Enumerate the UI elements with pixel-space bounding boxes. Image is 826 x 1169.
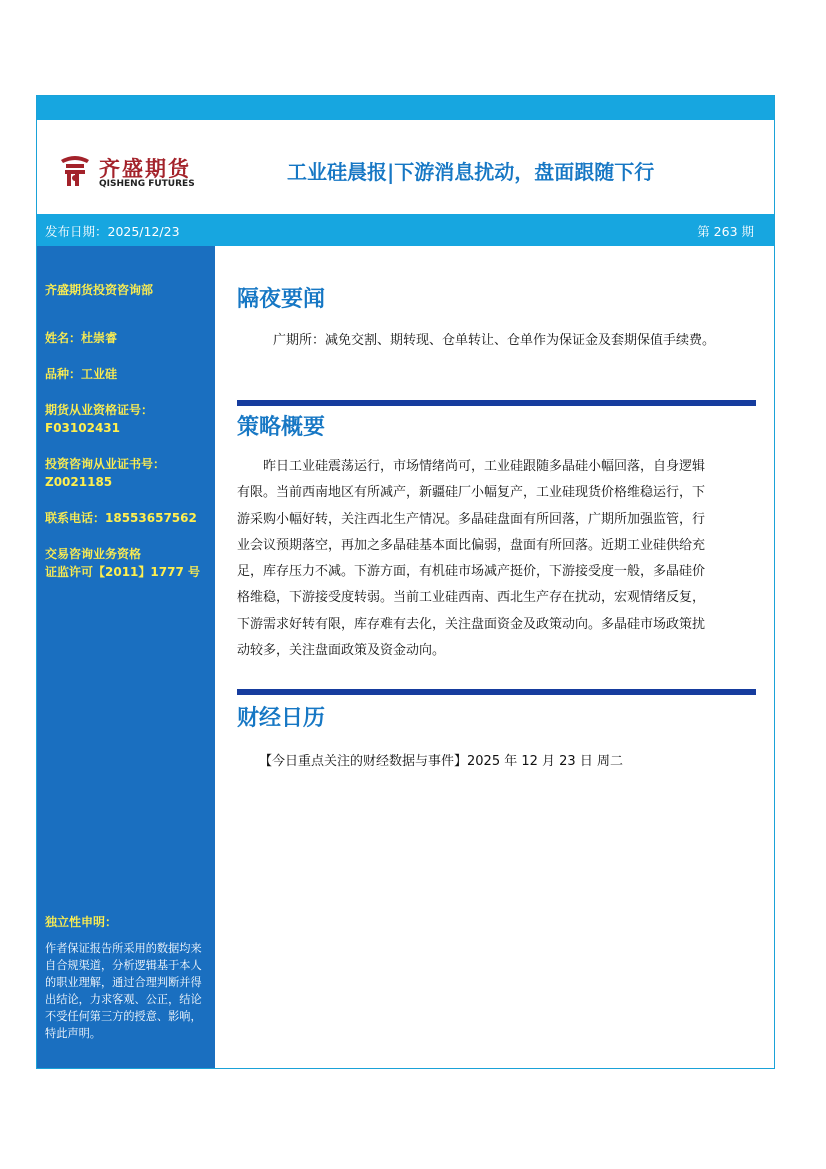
overnight-news-text: 广期所：减免交割、期转现、仓单转让、仓单作为保证金及套期保值手续费。 [273, 333, 716, 348]
calendar-text: 【今日重点关注的财经数据与事件】2025 年 12 月 23 日 周二 [259, 754, 623, 769]
disclaimer-text: 作者保证报告所采用的数据均来自合规渠道，分析逻辑基于本人的职业理解，通过合理判断并得出结论，力求客观、公正，结论不受任何第三方的授意、影响，特此声明。 [45, 942, 202, 1040]
futures-cert-value: F03102431 [45, 421, 120, 435]
logo-chinese-name: 齐盛期货 [99, 157, 191, 181]
strategy-text: 昨日工业硅震荡运行，市场情绪尚可，工业硅跟随多晶硅小幅回落，自身逻辑有限。当前西南地区有所减产，新疆硅厂小幅复产，工业硅现货价格维稳运行，下游采购小幅好转，关注西北生产情况。多晶硅盘面有所回落，广期所加强监管，行业会议预期落空，再加之多晶硅基本面比偏弱，盘面有所回落。近期工业硅供给充足，库存压力不减。下游方面，有机硅市场减产挺价，下游接受度一般，多晶硅价格维稳，下游接受度转弱。当前工业硅西南、西北生产存在扰动，宏观情绪反复，下游需求好转有限，库存难有去化，关注盘面资金及政策动向。多晶硅市场政策扰动较多，关注盘面政策及资金动向。 [237, 459, 706, 659]
calendar-title: 财经日历 [237, 706, 326, 731]
report-header [37, 120, 774, 214]
strategy-title: 策略概要 [237, 415, 326, 440]
consult-cert-label: 投资咨询从业证书号： [45, 457, 166, 471]
author-sidebar [37, 246, 215, 1068]
logo-english-name: QISHENG FUTURES [99, 179, 195, 189]
issue-number: 第 263 期 [697, 224, 754, 239]
author-name: 姓名：杜崇睿 [45, 331, 118, 345]
publish-date: 发布日期：2025/12/23 [45, 224, 180, 239]
consult-cert-value: Z0021185 [45, 475, 113, 489]
qisheng-logo-icon [57, 152, 93, 188]
phone-number: 联系电话：18553657562 [45, 511, 197, 525]
futures-cert-label: 期货从业资格证号： [45, 403, 154, 417]
date-bar [37, 214, 774, 246]
top-color-bar [37, 96, 774, 120]
license-line-1: 交易咨询业务资格 [45, 547, 142, 561]
disclaimer-title: 独立性申明： [45, 915, 118, 929]
section-divider [237, 400, 756, 406]
report-page [36, 95, 775, 1069]
variety-label: 品种：工业硅 [45, 367, 118, 381]
section-divider [237, 689, 756, 695]
report-title: 工业硅晨报|下游消息扰动，盘面跟随下行 [287, 160, 655, 184]
overnight-news-title: 隔夜要闻 [237, 287, 326, 312]
company-logo [57, 152, 217, 192]
department-label: 齐盛期货投资咨询部 [45, 283, 154, 297]
license-line-2: 证监许可【2011】1777 号 [45, 565, 200, 579]
